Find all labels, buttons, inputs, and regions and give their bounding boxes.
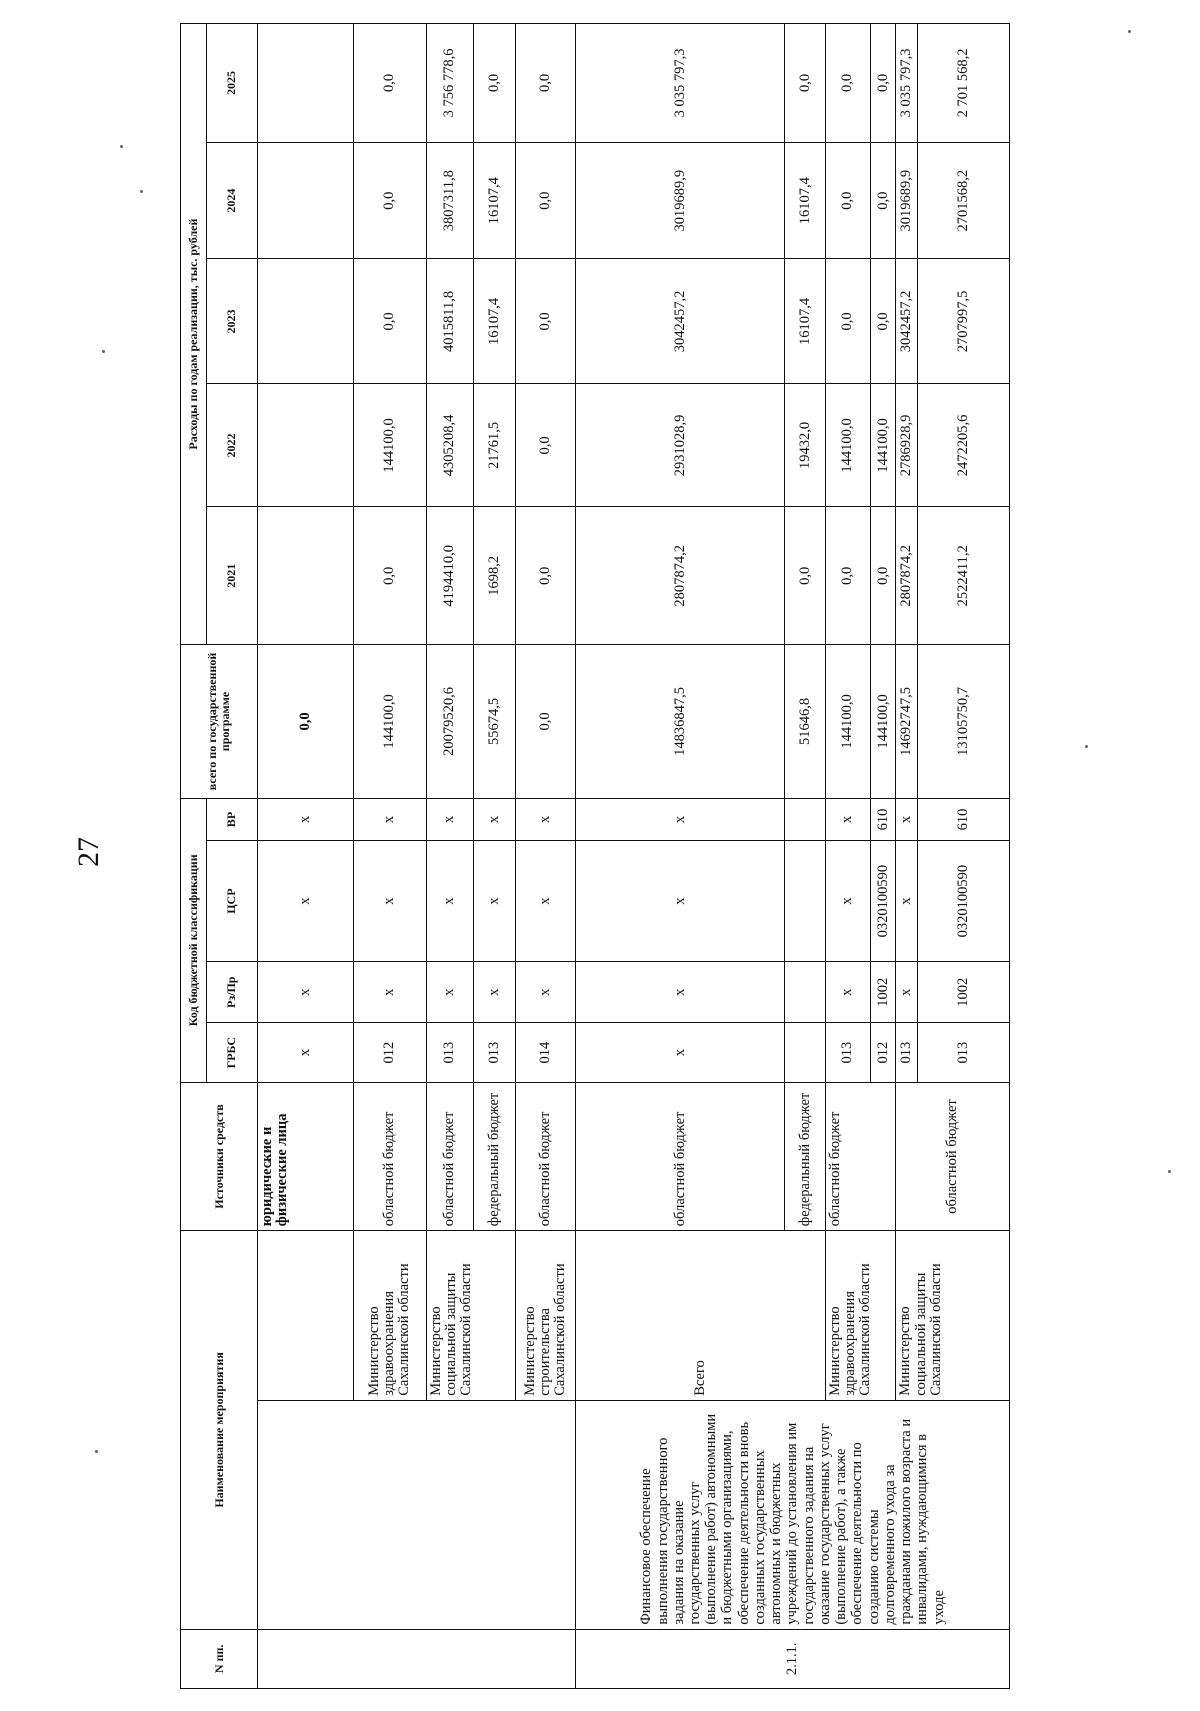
budget-table bbox=[180, 23, 1010, 1689]
header-2022: 2022 bbox=[206, 384, 257, 507]
header-total: всего по государственной программе bbox=[181, 645, 258, 799]
vr-cell: x bbox=[825, 798, 870, 840]
y2024-cell: 0,0 bbox=[870, 142, 896, 259]
vr-cell: x bbox=[426, 798, 473, 840]
y2025-cell: 3 035 797,3 bbox=[576, 24, 785, 143]
y2022-cell: 144100,0 bbox=[870, 384, 896, 507]
vsego-label: Всего bbox=[576, 1231, 826, 1401]
y2023-cell: 0,0 bbox=[353, 259, 426, 384]
y2022-cell bbox=[257, 384, 353, 507]
total-cell: 144100,0 bbox=[870, 645, 896, 799]
csr-cell: x bbox=[576, 841, 785, 962]
scan-speck bbox=[1168, 1170, 1171, 1173]
y2025-cell bbox=[257, 24, 353, 143]
total-cell: 55674,5 bbox=[473, 645, 516, 799]
y2024-cell: 2701568,2 bbox=[918, 142, 1010, 259]
y2021-cell: 0,0 bbox=[825, 507, 870, 645]
total-cell: 20079520,6 bbox=[426, 645, 473, 799]
y2021-cell bbox=[257, 507, 353, 645]
y2021-cell: 2807874,2 bbox=[576, 507, 785, 645]
csr-cell: 0320100590 bbox=[870, 841, 896, 962]
y2023-cell: 4015811,8 bbox=[426, 259, 473, 384]
y2023-cell: 16107,4 bbox=[785, 259, 826, 384]
rzpr-cell: x bbox=[825, 962, 870, 1023]
y2023-cell bbox=[257, 259, 353, 384]
y2024-cell: 3019689,9 bbox=[576, 142, 785, 259]
top-name-cell bbox=[257, 1400, 575, 1629]
y2023-cell: 3042457,2 bbox=[576, 259, 785, 384]
grbs-cell: x bbox=[257, 1023, 353, 1082]
y2021-cell: 2522411,2 bbox=[918, 507, 1010, 645]
y2023-cell: 2707997,5 bbox=[918, 259, 1010, 384]
executor-cell: Министерство здравоохранения Сахалинской области bbox=[353, 1231, 426, 1401]
header-2021: 2021 bbox=[206, 507, 257, 645]
scan-speck bbox=[95, 1450, 98, 1453]
header-expenses: Расходы по годам реализации, тыс. рублей bbox=[181, 24, 207, 645]
y2022-cell: 144100,0 bbox=[353, 384, 426, 507]
grbs-cell: x bbox=[576, 1023, 785, 1082]
y2025-cell: 0,0 bbox=[473, 24, 516, 143]
y2024-cell: 3019689,9 bbox=[896, 142, 918, 259]
y2025-cell: 0,0 bbox=[785, 24, 826, 143]
scan-speck bbox=[140, 190, 143, 193]
y2024-cell: 0,0 bbox=[353, 142, 426, 259]
source-cell: областной бюджет bbox=[576, 1082, 785, 1230]
y2021-cell: 0,0 bbox=[785, 507, 826, 645]
table-row bbox=[576, 24, 785, 1689]
y2025-cell: 0,0 bbox=[516, 24, 576, 143]
y2024-cell bbox=[257, 142, 353, 259]
rzpr-cell: x bbox=[896, 962, 918, 1023]
total-cell: 51646,8 bbox=[785, 645, 826, 799]
header-sources: Источники средств bbox=[181, 1082, 258, 1230]
grbs-cell: 013 bbox=[825, 1023, 870, 1082]
source-cell: областной бюджет bbox=[426, 1082, 473, 1230]
y2021-cell: 2807874,2 bbox=[896, 507, 918, 645]
y2022-cell: 144100,0 bbox=[825, 384, 870, 507]
y2025-cell: 3 035 797,3 bbox=[896, 24, 918, 143]
y2022-cell: 0,0 bbox=[516, 384, 576, 507]
vr-cell: x bbox=[516, 798, 576, 840]
activity-number: 2.1.1. bbox=[576, 1629, 1010, 1688]
executor-cell: Министерство социальной защиты Сахалинской области bbox=[896, 1231, 1010, 1401]
top-executor bbox=[257, 1231, 353, 1401]
grbs-cell: 013 bbox=[896, 1023, 918, 1082]
total-cell: 0,0 bbox=[257, 645, 353, 799]
csr-cell bbox=[785, 841, 826, 962]
y2023-cell: 0,0 bbox=[516, 259, 576, 384]
source-cell: федеральный бюджет bbox=[785, 1082, 826, 1230]
header-budget-code: Код бюджетной классификации bbox=[181, 798, 207, 1082]
header-vr: ВР bbox=[206, 798, 257, 840]
vr-cell: 610 bbox=[870, 798, 896, 840]
rzpr-cell: x bbox=[353, 962, 426, 1023]
y2023-cell: 3042457,2 bbox=[896, 259, 918, 384]
y2021-cell: 0,0 bbox=[516, 507, 576, 645]
header-2024: 2024 bbox=[206, 142, 257, 259]
y2022-cell: 2786928,9 bbox=[896, 384, 918, 507]
grbs-cell: 013 bbox=[918, 1023, 1010, 1082]
y2022-cell: 2472205,6 bbox=[918, 384, 1010, 507]
executor-cell: Министерство строительства Сахалинской области bbox=[516, 1231, 576, 1401]
y2025-cell: 0,0 bbox=[825, 24, 870, 143]
y2024-cell: 0,0 bbox=[825, 142, 870, 259]
source-cell: областной бюджет bbox=[353, 1082, 426, 1230]
rzpr-cell: x bbox=[576, 962, 785, 1023]
y2022-cell: 19432,0 bbox=[785, 384, 826, 507]
source-cell: областной бюджет bbox=[825, 1082, 895, 1230]
rzpr-cell: x bbox=[426, 962, 473, 1023]
grbs-cell: 012 bbox=[353, 1023, 426, 1082]
header-2025: 2025 bbox=[206, 24, 257, 143]
source-cell: областной бюджет bbox=[896, 1082, 1010, 1230]
vr-cell: x bbox=[896, 798, 918, 840]
vr-cell: x bbox=[576, 798, 785, 840]
csr-cell: x bbox=[426, 841, 473, 962]
source-cell: юридические и физические лица bbox=[257, 1082, 353, 1230]
total-cell: 144100,0 bbox=[825, 645, 870, 799]
grbs-cell bbox=[785, 1023, 826, 1082]
header-name: Наименование мероприятия bbox=[181, 1231, 258, 1629]
y2024-cell: 16107,4 bbox=[785, 142, 826, 259]
y2025-cell: 3 756 778,6 bbox=[426, 24, 473, 143]
y2025-cell: 0,0 bbox=[353, 24, 426, 143]
executor-cell: Министерство здравоохранения Сахалинской области bbox=[825, 1231, 895, 1401]
y2022-cell: 4305208,4 bbox=[426, 384, 473, 507]
y2021-cell: 0,0 bbox=[353, 507, 426, 645]
header-num: N пп. bbox=[181, 1629, 258, 1688]
scan-speck bbox=[120, 145, 123, 148]
y2021-cell: 4194410,0 bbox=[426, 507, 473, 645]
rzpr-cell: 1002 bbox=[918, 962, 1010, 1023]
total-cell: 13105750,7 bbox=[918, 645, 1010, 799]
vr-cell bbox=[785, 798, 826, 840]
scan-speck bbox=[1128, 30, 1131, 33]
total-cell: 14836847,5 bbox=[576, 645, 785, 799]
csr-cell: x bbox=[257, 841, 353, 962]
scan-speck bbox=[102, 350, 105, 353]
activity-name: Финансовое обеспечение выполнения государственного задания на оказание государственных услуг (выполнение работ) автономными и бюджетными организациями, обеспечение деятельности вновь созданных государственных автономных и бюджетных учреждений до установления им государственного задания на оказание государственных услуг (выполнение работ), а также обеспечение деятельности по созданию системы долговременного ухода за гражданами пожилого возраста и инвалидами, нуждающимися в уходе bbox=[576, 1400, 1010, 1629]
total-cell: 0,0 bbox=[516, 645, 576, 799]
grbs-cell: 013 bbox=[473, 1023, 516, 1082]
table-row bbox=[257, 24, 353, 1689]
y2023-cell: 0,0 bbox=[825, 259, 870, 384]
grbs-cell: 013 bbox=[426, 1023, 473, 1082]
y2025-cell: 0,0 bbox=[870, 24, 896, 143]
csr-cell: x bbox=[353, 841, 426, 962]
total-cell: 14692747,5 bbox=[896, 645, 918, 799]
vr-cell: x bbox=[257, 798, 353, 840]
header-row-1 bbox=[181, 24, 207, 1689]
vr-cell: x bbox=[473, 798, 516, 840]
vr-cell: x bbox=[353, 798, 426, 840]
csr-cell: x bbox=[825, 841, 870, 962]
source-cell: областной бюджет bbox=[516, 1082, 576, 1230]
y2021-cell: 1698,2 bbox=[473, 507, 516, 645]
header-csr: ЦСР bbox=[206, 841, 257, 962]
page-number: 27 bbox=[72, 837, 105, 867]
csr-cell: x bbox=[896, 841, 918, 962]
y2022-cell: 21761,5 bbox=[473, 384, 516, 507]
source-cell: федеральный бюджет bbox=[473, 1082, 516, 1230]
top-num-cell bbox=[257, 1629, 575, 1688]
header-grbs: ГРБС bbox=[206, 1023, 257, 1082]
header-2023: 2023 bbox=[206, 259, 257, 384]
y2021-cell: 0,0 bbox=[870, 507, 896, 645]
y2022-cell: 2931028,9 bbox=[576, 384, 785, 507]
rzpr-cell: x bbox=[473, 962, 516, 1023]
grbs-cell: 012 bbox=[870, 1023, 896, 1082]
rzpr-cell: x bbox=[516, 962, 576, 1023]
executor-cell: Министерство социальной защиты Сахалинской области bbox=[426, 1231, 516, 1401]
vr-cell: 610 bbox=[918, 798, 1010, 840]
grbs-cell: 014 bbox=[516, 1023, 576, 1082]
rzpr-cell bbox=[785, 962, 826, 1023]
csr-cell: x bbox=[473, 841, 516, 962]
total-cell: 144100,0 bbox=[353, 645, 426, 799]
y2023-cell: 16107,4 bbox=[473, 259, 516, 384]
csr-cell: 0320100590 bbox=[918, 841, 1010, 962]
budget-table-sheet bbox=[180, 23, 1010, 1689]
y2024-cell: 16107,4 bbox=[473, 142, 516, 259]
rzpr-cell: x bbox=[257, 962, 353, 1023]
rzpr-cell: 1002 bbox=[870, 962, 896, 1023]
header-rzpr: Рз/Пр bbox=[206, 962, 257, 1023]
y2024-cell: 0,0 bbox=[516, 142, 576, 259]
y2023-cell: 0,0 bbox=[870, 259, 896, 384]
y2024-cell: 3807311,8 bbox=[426, 142, 473, 259]
scan-speck bbox=[1085, 745, 1088, 748]
y2025-cell: 2 701 568,2 bbox=[918, 24, 1010, 143]
csr-cell: x bbox=[516, 841, 576, 962]
